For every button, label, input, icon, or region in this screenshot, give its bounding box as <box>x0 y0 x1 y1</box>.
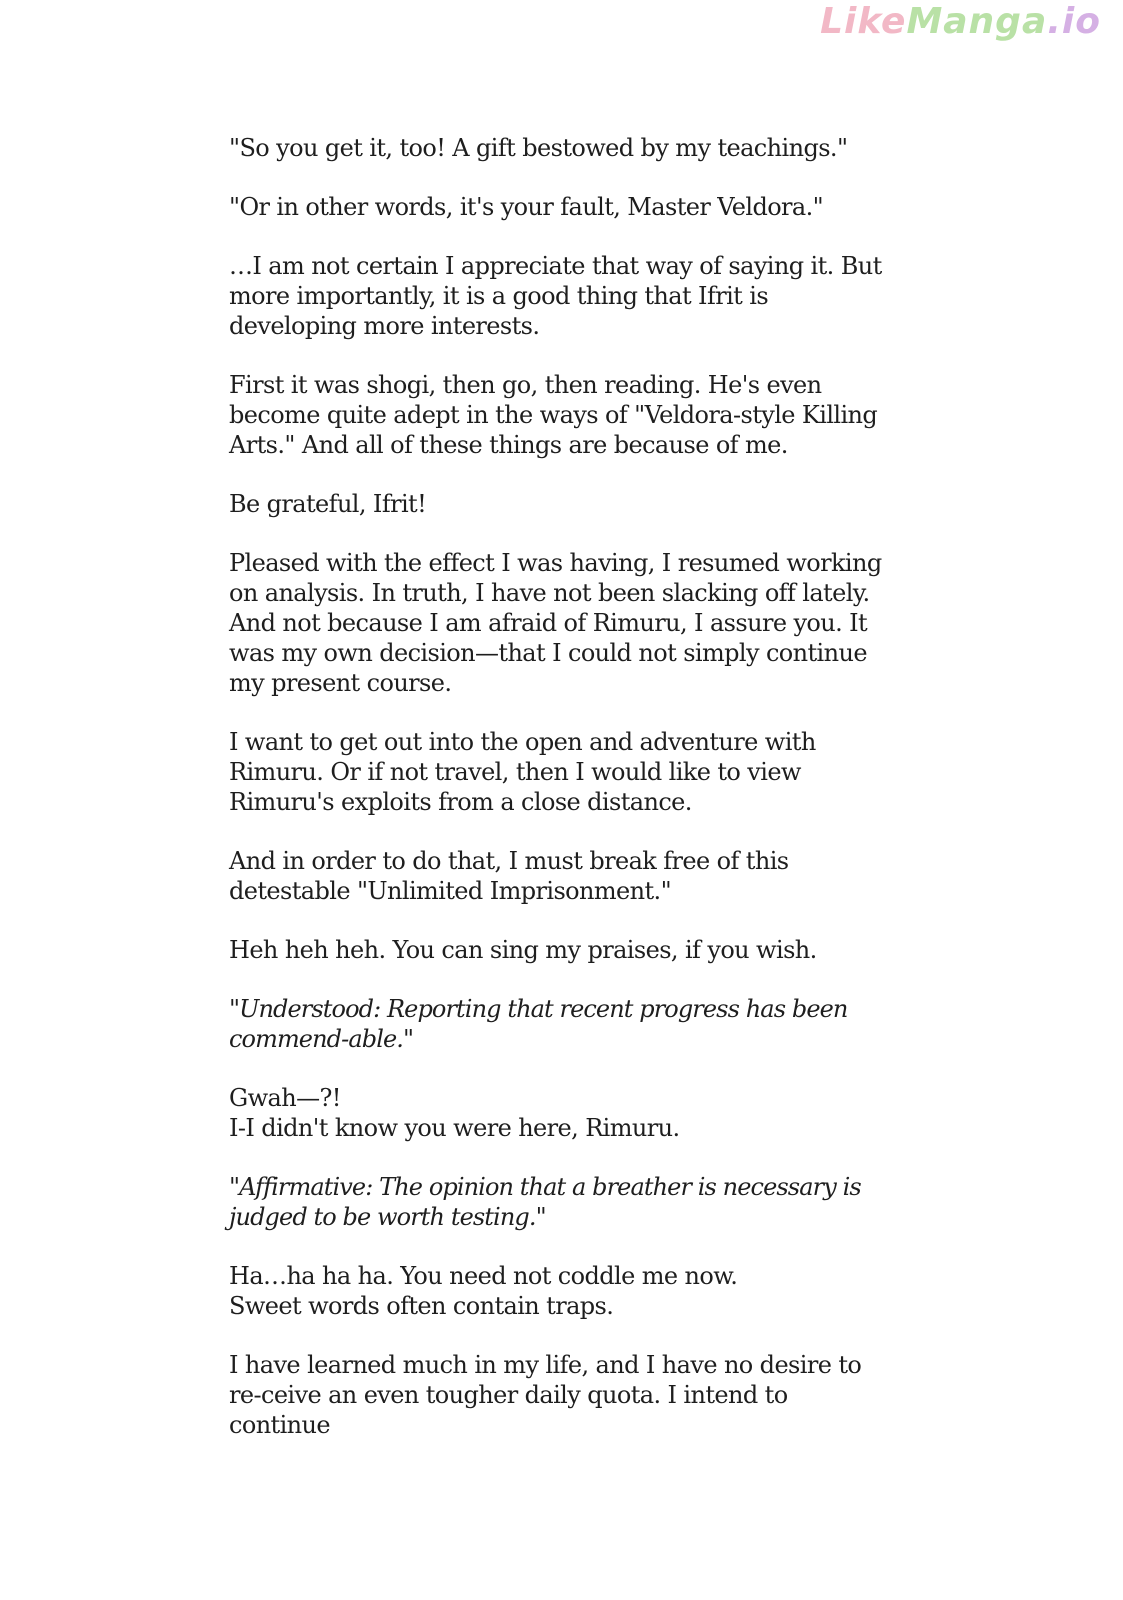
paragraph: "Or in other words, it's your fault, Master Veldora." <box>229 193 824 221</box>
watermark-part: Manga <box>906 1 1048 42</box>
paragraph: …I am not certain I appreciate that way of saying it. But more importantly, it is a good thing that Ifrit is developing more interests. <box>229 252 882 340</box>
paragraph: I want to get out into the open and adventure with Rimuru. Or if not travel, then I would like to view Rimuru's exploits from a close distance. <box>229 728 816 816</box>
paragraph: Be grateful, Ifrit! <box>229 490 427 518</box>
paragraph: And in order to do that, I must break free of this detestable "Unlimited Imprisonment." <box>229 847 789 905</box>
paragraph: "Understood: Reporting that recent progress has been commend-able." <box>229 995 848 1053</box>
paragraph: Heh heh heh. You can sing my praises, if you wish. <box>229 936 817 964</box>
paragraph: Pleased with the effect I was having, I resumed working on analysis. In truth, I have not been slacking off lately. And not because I am afraid of Rimuru, I assure you. It was my own decision—that I could not simply continue my present course. <box>229 549 882 697</box>
paragraph: Gwah—?! I-I didn't know you were here, Rimuru. <box>229 1084 680 1142</box>
watermark-part: .io <box>1047 1 1101 42</box>
paragraph: "So you get it, too! A gift bestowed by my teachings." <box>229 134 848 162</box>
watermark-part: Like <box>820 1 907 42</box>
paragraph: First it was shogi, then go, then reading. He's even become quite adept in the ways of "Veldora-style Killing Arts." And all of these things are because of me. <box>229 371 878 459</box>
novel-page-text <box>229 133 889 1469</box>
paragraph: "Affirmative: The opinion that a breather is necessary is judged to be worth testing." <box>229 1173 861 1231</box>
paragraph: Ha…ha ha ha. You need not coddle me now. Sweet words often contain traps. <box>229 1262 738 1320</box>
paragraph: I have learned much in my life, and I have no desire to re-ceive an even tougher daily quota. I intend to continue <box>229 1351 862 1439</box>
site-watermark-logo <box>820 1 1101 42</box>
